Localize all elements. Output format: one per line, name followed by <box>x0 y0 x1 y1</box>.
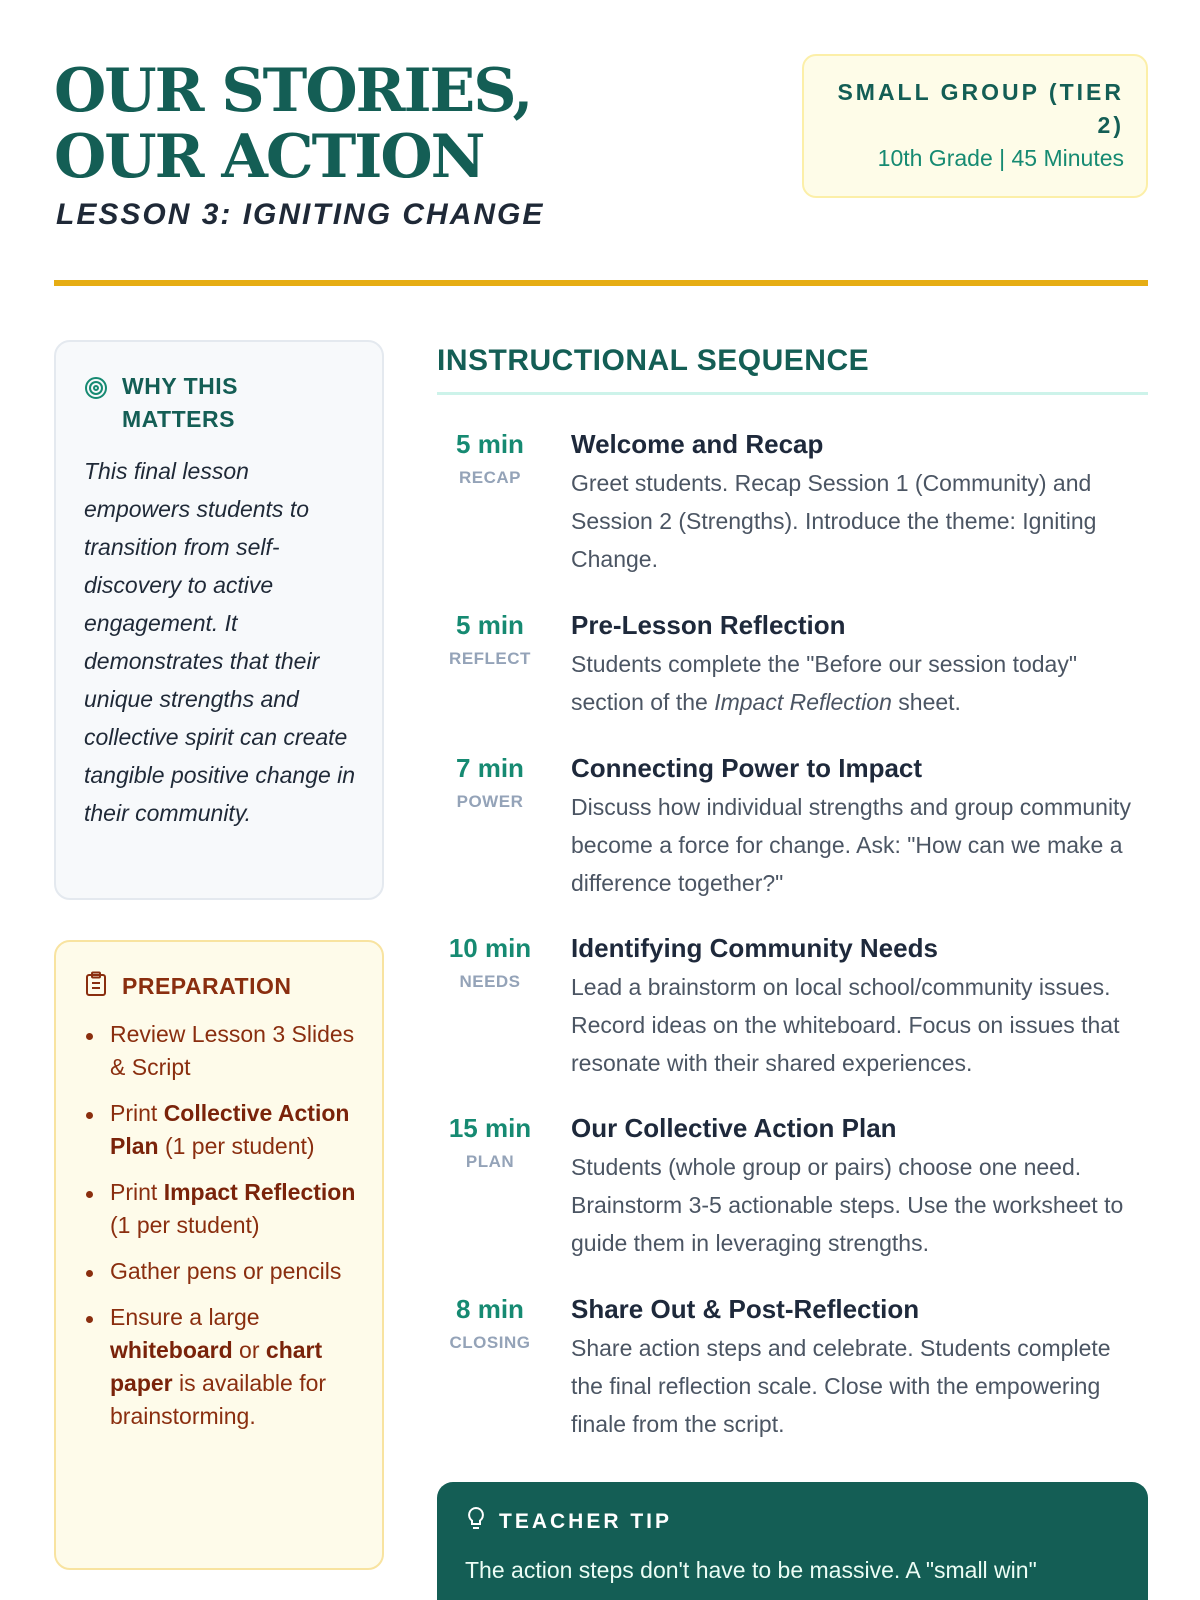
badge-meta: 10th Grade | 45 Minutes <box>877 145 1124 171</box>
item-text: Gather pens or pencils <box>110 1258 342 1284</box>
step-description: Share action steps and celebrate. Students complete the final reflection scale. Close with the empowering finale from the script. <box>571 1335 1111 1437</box>
clipboard-icon <box>84 971 108 1002</box>
step-description: Lead a brainstorm on local school/community issues. Record ideas on the whiteboard. Focus on issues that resonate with their shared experiences. <box>571 974 1120 1076</box>
item-text: (1 per student) <box>110 1212 260 1238</box>
teacher-tip-card <box>437 1482 1148 1600</box>
step-text: Students complete the "Before our session today" section of the <box>571 651 1078 715</box>
step-title: Welcome and Recap <box>571 429 824 459</box>
step-tag: PLAN <box>465 1152 515 1171</box>
step-tag: POWER <box>456 792 524 811</box>
list-item <box>84 1255 358 1288</box>
badge-title: SMALL GROUP (TIER 2) <box>837 79 1124 138</box>
list-item <box>84 1018 358 1084</box>
step-emphasis: Impact Reflection <box>714 689 892 715</box>
step-duration: 15 min <box>448 1113 532 1143</box>
item-emphasis: Impact Reflection <box>163 1179 356 1205</box>
list-item <box>84 1176 358 1242</box>
item-text: or <box>232 1337 266 1363</box>
sequence-title: INSTRUCTIONAL SEQUENCE <box>437 344 870 377</box>
step-description: Discuss how individual strengths and group community become a force for change. Ask: "How can we make a difference together?" <box>571 794 1131 896</box>
step-text: sheet. <box>891 689 961 715</box>
step-description: Greet students. Recap Session 1 (Community) and Session 2 (Strengths). Introduce the theme: Igniting Change. <box>571 470 1097 572</box>
preparation-card <box>54 940 384 1570</box>
step-duration: 7 min <box>456 753 524 783</box>
step-duration: 8 min <box>456 1294 524 1324</box>
sequence-divider <box>437 392 1148 395</box>
step-title: Connecting Power to Impact <box>571 753 923 783</box>
why-body: This final lesson empowers students to transition from self-discovery to active engagement. It demonstrates that their unique strengths and collective spirit can create tangible positive change in their community. <box>84 458 356 826</box>
step-description: Students (whole group or pairs) choose one need. Brainstorm 3-5 actionable steps. Use the worksheet to guide them in leveraging strengths. <box>571 1154 1124 1256</box>
step-tag: REFLECT <box>449 649 531 668</box>
lightbulb-icon <box>465 1506 487 1537</box>
step-tag: CLOSING <box>449 1333 531 1352</box>
item-text: Review Lesson 3 Slides & Script <box>110 1021 355 1080</box>
list-item <box>84 1301 358 1433</box>
group-badge <box>802 54 1148 198</box>
tip-body: The action steps don't have to be massive. A "small win" <box>465 1557 1037 1583</box>
target-icon <box>84 376 108 405</box>
list-item <box>84 1097 358 1163</box>
step-duration: 10 min <box>448 933 532 963</box>
item-emphasis: chart paper <box>110 1337 323 1396</box>
item-text: (1 per student) <box>158 1133 315 1159</box>
lesson-header <box>54 58 1148 290</box>
step-title: Pre-Lesson Reflection <box>571 610 846 640</box>
item-text: Print <box>110 1100 164 1126</box>
item-text: Ensure a large <box>110 1304 260 1330</box>
lesson-subtitle: LESSON 3: IGNITING CHANGE <box>56 198 545 231</box>
step-duration: 5 min <box>456 610 524 640</box>
preparation-title: PREPARATION <box>122 973 292 999</box>
step-description <box>571 645 1148 721</box>
item-emphasis: Collective Action Plan <box>110 1100 350 1159</box>
preparation-list <box>84 1018 358 1433</box>
step-tag: RECAP <box>458 468 521 487</box>
step-duration: 5 min <box>456 429 524 459</box>
item-emphasis: whiteboard <box>110 1337 233 1363</box>
step-title: Identifying Community Needs <box>571 933 938 963</box>
why-this-matters-card <box>54 340 384 900</box>
step-title: Share Out & Post-Reflection <box>571 1294 920 1324</box>
step-tag: NEEDS <box>459 972 521 991</box>
item-text: Print <box>110 1179 164 1205</box>
header-divider <box>54 280 1148 286</box>
page-title: OUR STORIES, OUR ACTION <box>54 56 532 192</box>
why-title: WHY THIS MATTERS <box>122 373 239 432</box>
tip-title: TEACHER TIP <box>499 1509 673 1533</box>
item-text: is available for brainstorming. <box>110 1370 327 1429</box>
step-title: Our Collective Action Plan <box>571 1113 897 1143</box>
